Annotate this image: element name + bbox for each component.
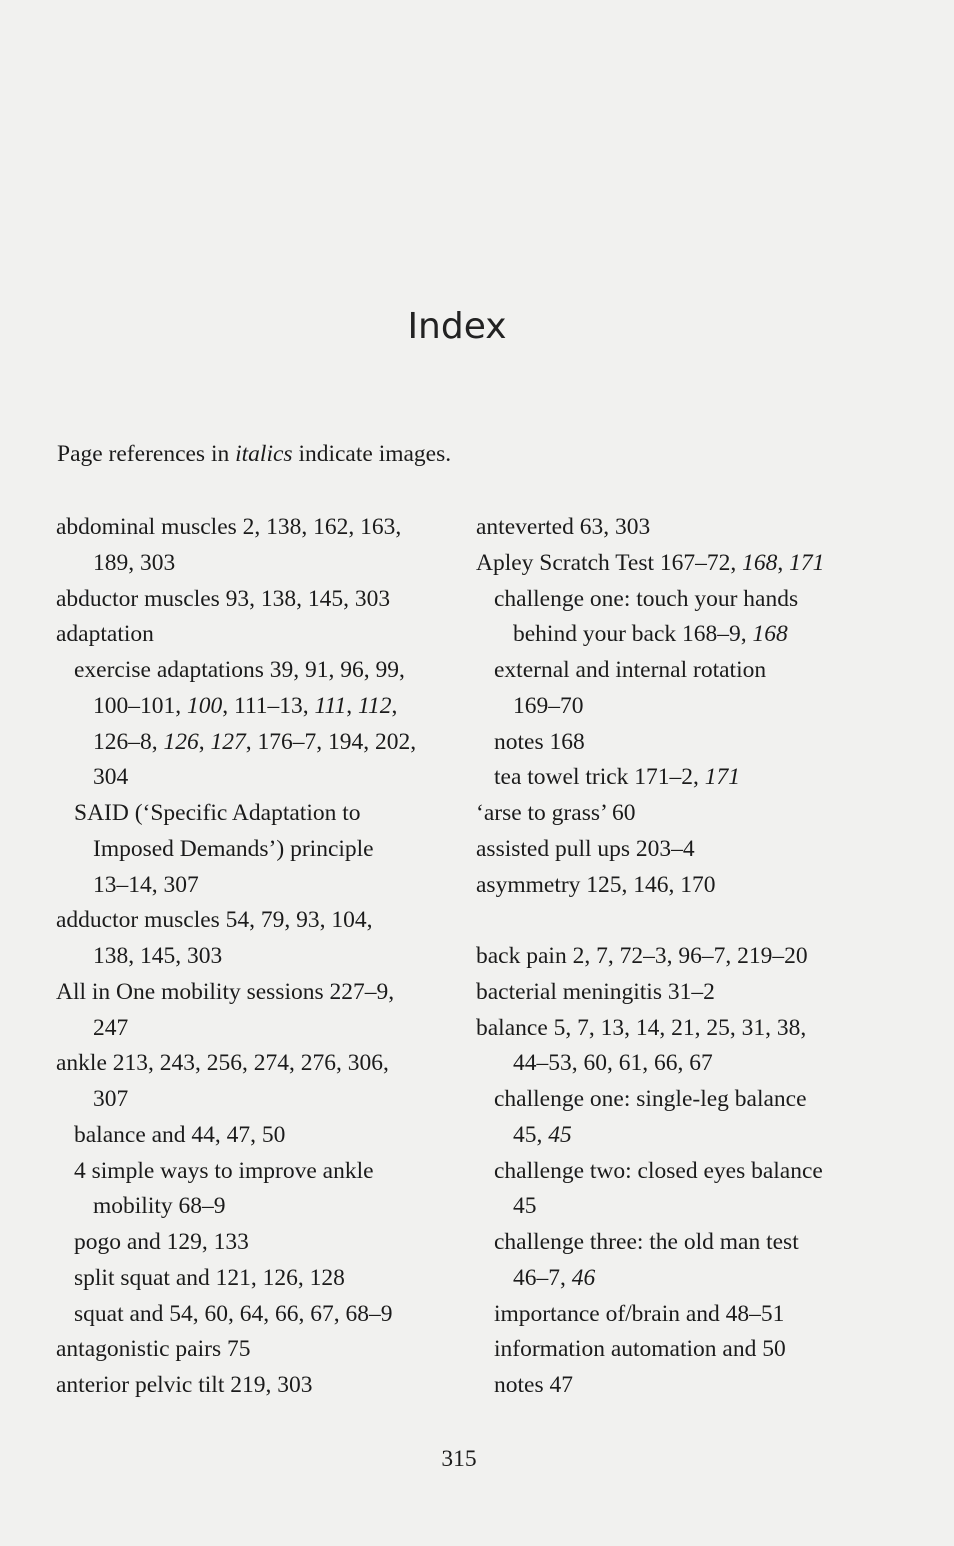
index-text: 304 (93, 764, 129, 791)
index-line (56, 546, 416, 582)
index-line (56, 796, 416, 832)
index-text: pogo and 129, 133 (74, 1229, 249, 1255)
index-text: adaptation (56, 621, 154, 648)
index-text: squat and 54, 60, 64, 66, 67, 68–9 (74, 1300, 393, 1327)
index-intro (57, 441, 451, 468)
index-text: ankle 213, 243, 256, 274, 276, 306, (56, 1050, 389, 1077)
index-text: Apley Scratch Test 167–72, (476, 549, 743, 576)
image-page-ref: 45 (548, 1121, 572, 1148)
index-line (476, 1189, 824, 1225)
index-text: All in One mobility sessions 227–9, (56, 978, 395, 1005)
index-text: mobility 68–9 (93, 1193, 226, 1220)
index-text: 189, 303 (93, 549, 176, 576)
index-text: 126–8, (93, 728, 164, 755)
index-text: challenge one: single-leg balance (494, 1086, 807, 1112)
index-line (476, 975, 824, 1011)
index-text: tea towel trick 171–2, (494, 764, 705, 791)
intro-text: Page references in (57, 441, 236, 467)
index-line (56, 1189, 416, 1225)
index-text: balance and 44, 47, 50 (74, 1121, 286, 1148)
index-text: ‘arse to grass’ 60 (476, 800, 636, 826)
page-title: Index (407, 306, 507, 347)
index-text: challenge three: the old man test (494, 1229, 799, 1255)
index-line (476, 1332, 824, 1368)
index-line (476, 1225, 824, 1261)
index-line (56, 1118, 416, 1154)
index-text: , (198, 728, 211, 755)
index-text: information automation and 50 (494, 1336, 786, 1363)
index-line (56, 1082, 416, 1118)
image-page-ref: 171 (789, 549, 825, 576)
index-text: behind your back 168–9, (513, 621, 753, 648)
index-line (56, 1225, 416, 1261)
index-text: 44–53, 60, 61, 66, 67 (513, 1050, 713, 1077)
index-line (476, 1297, 824, 1333)
index-text: balance 5, 7, 13, 14, 21, 25, 31, 38, (476, 1014, 807, 1041)
index-line (56, 725, 416, 761)
index-line (56, 760, 416, 796)
index-text: 46–7, (513, 1264, 572, 1291)
index-text: adductor muscles 54, 79, 93, 104, (56, 907, 373, 934)
index-line (56, 1046, 416, 1082)
index-line (476, 546, 824, 582)
index-line (476, 1046, 824, 1082)
intro-text-end: indicate images. (292, 441, 452, 467)
index-line (56, 582, 416, 618)
index-text: , (391, 692, 398, 719)
index-text: bacterial meningitis 31–2 (476, 978, 715, 1005)
index-text: 13–14, 307 (93, 871, 199, 898)
index-text: 247 (93, 1014, 129, 1041)
index-line (476, 796, 824, 832)
index-text: Imposed Demands’) principle (93, 835, 374, 862)
index-text: 138, 145, 303 (93, 943, 223, 969)
index-line (56, 1154, 416, 1190)
image-page-ref: 168 (742, 549, 778, 576)
index-line (476, 903, 824, 939)
index-text: 307 (93, 1086, 129, 1112)
index-line (476, 617, 824, 653)
image-page-ref: 126 (163, 728, 199, 755)
index-line (56, 1261, 416, 1297)
image-page-ref: 112 (358, 692, 392, 719)
index-text: , 111–13, (222, 692, 315, 719)
index-text: exercise adaptations 39, 91, 96, 99, (74, 657, 405, 683)
image-page-ref: 127 (210, 728, 246, 755)
index-text: , (777, 549, 790, 576)
index-text: assisted pull ups 203–4 (476, 835, 695, 862)
index-text: , (346, 692, 359, 719)
image-page-ref: 100 (187, 692, 223, 719)
index-line (56, 1368, 416, 1404)
image-page-ref: 168 (752, 621, 788, 648)
index-text: challenge two: closed eyes balance (494, 1157, 823, 1184)
index-text: notes 168 (494, 728, 585, 755)
index-line (476, 1154, 824, 1190)
index-line (56, 939, 416, 975)
index-text: 45, (513, 1121, 549, 1148)
index-line (476, 1082, 824, 1118)
index-text: anteverted 63, 303 (476, 514, 651, 540)
index-line (56, 1011, 416, 1047)
index-text: anterior pelvic tilt 219, 303 (56, 1372, 313, 1398)
index-line (476, 725, 824, 761)
index-line (56, 653, 416, 689)
index-text: , 176–7, 194, 202, (245, 728, 417, 755)
intro-italic: italics (235, 441, 293, 467)
image-page-ref: 111 (314, 692, 347, 719)
index-text: SAID (‘Specific Adaptation to (74, 800, 361, 826)
index-text: split squat and 121, 126, 128 (74, 1264, 345, 1291)
index-line (56, 832, 416, 868)
index-text: 100–101, (93, 692, 187, 719)
index-line (56, 617, 416, 653)
index-line (56, 903, 416, 939)
image-page-ref: 171 (704, 764, 741, 791)
index-text: 45 (513, 1193, 537, 1220)
index-text: 4 simple ways to improve ankle (74, 1157, 374, 1184)
index-line (476, 832, 824, 868)
index-line (56, 1332, 416, 1368)
index-text: antagonistic pairs 75 (56, 1336, 251, 1363)
index-text: external and internal rotation (494, 657, 767, 683)
index-text: back pain 2, 7, 72–3, 96–7, 219–20 (476, 943, 808, 969)
index-line (476, 1118, 824, 1154)
index-line (56, 510, 416, 546)
index-line (476, 1011, 824, 1047)
index-line (476, 582, 824, 618)
index-text: abdominal muscles 2, 138, 162, 163, (56, 514, 402, 540)
index-line (476, 760, 824, 796)
index-text: notes 47 (494, 1372, 573, 1398)
index-line (56, 868, 416, 904)
index-line (476, 939, 824, 975)
index-column-left (56, 510, 416, 1404)
index-column-right (476, 510, 824, 1404)
index-line (56, 689, 416, 725)
index-text: challenge one: touch your hands (494, 585, 799, 612)
image-page-ref: 46 (571, 1264, 596, 1291)
index-line (476, 510, 824, 546)
page-number: 315 (441, 1446, 477, 1472)
index-line (56, 1297, 416, 1333)
index-text: importance of/brain and 48–51 (494, 1300, 785, 1327)
index-line (476, 868, 824, 904)
index-text: abductor muscles 93, 138, 145, 303 (56, 585, 391, 612)
index-line (476, 1261, 824, 1297)
index-line (56, 975, 416, 1011)
index-line (476, 689, 824, 725)
index-text: asymmetry 125, 146, 170 (476, 871, 716, 898)
index-line (476, 653, 824, 689)
index-text: 169–70 (513, 692, 584, 719)
index-line (476, 1368, 824, 1404)
